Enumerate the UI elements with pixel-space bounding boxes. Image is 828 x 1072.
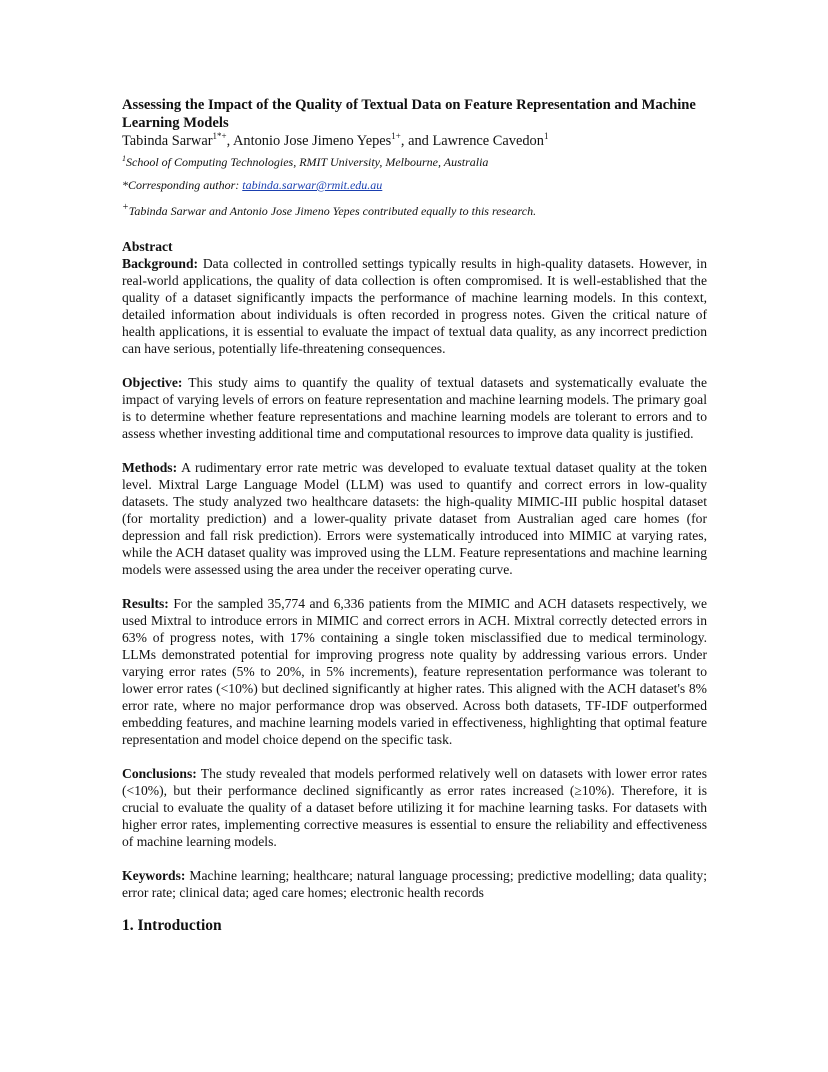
conclusions-text: The study revealed that models performed relatively well on datasets with lower error rates (<10%), but their performance declined significantly as error rates increased (≥10%). Therefore, it is crucial to evaluate the quality of a dataset before utilizing it for machine learning tasks. For datasets with higher error rates, implementing corrective measures is essential to ensure the reliability and effectiveness of machine learning models. bbox=[122, 766, 707, 849]
paper-title: Assessing the Impact of the Quality of Textual Data on Feature Representation and Machine Learning Models bbox=[122, 97, 696, 131]
contribution-mark: + bbox=[122, 202, 129, 213]
author-name: Lawrence Cavedon bbox=[432, 133, 544, 149]
abstract-background bbox=[122, 255, 707, 357]
section-heading-introduction: 1. Introduction bbox=[122, 917, 222, 934]
results-text: For the sampled 35,774 and 6,336 patients from the MIMIC and ACH datasets respectively, we used Mixtral to introduce errors in MIMIC and correct errors in ACH. Mixtral correctly detected errors in 63% of progress notes, with 17% containing a single token misclassified due to medical terminology. LLMs demonstrated potential for improving progress note quality by addressing various errors. Under varying error rates (5% to 20%, in 5% increments), feature representation performance was tolerant to lower error rates (<10%) but declined significantly at higher rates. This aligned with the ACH dataset's 8% error rate, where no major performance drop was observed. Across both datasets, TF-IDF outperformed embedding features, and machine learning models varied in effectiveness, highlighting that optimal feature representation and model choice depend on the specific task. bbox=[122, 596, 707, 747]
methods-text: A rudimentary error rate metric was developed to evaluate textual dataset quality at the token level. Mixtral Large Language Model (LLM) was used to quantify and correct errors in low-quality datasets. The study analyzed two healthcare datasets: the high-quality MIMIC-III public hospital dataset (for mortality prediction) and a lower-quality private dataset from Australian aged care homes (for depression and fall risk prediction). Errors were systematically introduced into MIMIC at varying rates, while the ACH dataset quality was improved using the LLM. Feature representations and machine learning models were assessed using the area under the receiver operating curve. bbox=[122, 460, 707, 577]
author-list bbox=[122, 132, 707, 151]
keywords-text: Machine learning; healthcare; natural language processing; predictive modelling; data quality; error rate; clinical data; aged care homes; electronic health records bbox=[122, 868, 707, 900]
abstract-objective bbox=[122, 374, 707, 442]
author-name: Antonio Jose Jimeno Yepes bbox=[232, 133, 392, 149]
abstract-conclusions bbox=[122, 765, 707, 850]
corresponding-author bbox=[122, 177, 707, 193]
author-affiliation-mark: 1+ bbox=[391, 131, 401, 142]
background-label: Background: bbox=[122, 256, 199, 271]
abstract-heading: Abstract bbox=[122, 239, 173, 254]
abstract-methods bbox=[122, 459, 707, 578]
paper-page bbox=[122, 96, 707, 934]
affiliation bbox=[122, 154, 707, 170]
author-affiliation-mark: 1 bbox=[543, 131, 549, 142]
objective-label: Objective: bbox=[122, 375, 183, 390]
keywords bbox=[122, 867, 707, 901]
contribution-text: Tabinda Sarwar and Antonio Jose Jimeno Yepes contributed equally to this research. bbox=[128, 204, 537, 218]
conclusions-label: Conclusions: bbox=[122, 766, 197, 781]
abstract-results bbox=[122, 595, 707, 748]
author-affiliation-mark: 1*+ bbox=[212, 131, 227, 142]
corresponding-email-link[interactable]: tabinda.sarwar@rmit.edu.au bbox=[242, 178, 383, 192]
author-separator: , and bbox=[400, 133, 433, 149]
affiliation-mark: 1 bbox=[122, 154, 126, 163]
results-label: Results: bbox=[122, 596, 169, 611]
methods-label: Methods: bbox=[122, 460, 178, 475]
author-separator: , bbox=[226, 133, 233, 149]
corresponding-label: *Corresponding author: bbox=[122, 178, 243, 192]
equal-contribution-note bbox=[122, 200, 707, 219]
author-name: Tabinda Sarwar bbox=[122, 133, 213, 149]
objective-text: This study aims to quantify the quality of textual datasets and systematically evaluate the impact of varying levels of errors on feature representation and machine learning models. The primary goal is to determine whether feature representations and machine learning models are tolerant to errors and to assess whether investing additional time and computational resources to improve data quality is justified. bbox=[122, 375, 707, 441]
background-text: Data collected in controlled settings typically results in high-quality datasets. However, in real-world applications, the quality of data collection is often compromised. It is well-established that the quality of a dataset significantly impacts the performance of machine learning models. In this context, detailed information about individuals is often recorded in progress notes. Given the critical nature of health applications, it is essential to evaluate the impact of textual data quality, as any incorrect prediction can have serious, potentially life-threatening consequences. bbox=[122, 256, 707, 356]
affiliation-text: School of Computing Technologies, RMIT University, Melbourne, Australia bbox=[126, 155, 489, 169]
keywords-label: Keywords: bbox=[122, 868, 186, 883]
